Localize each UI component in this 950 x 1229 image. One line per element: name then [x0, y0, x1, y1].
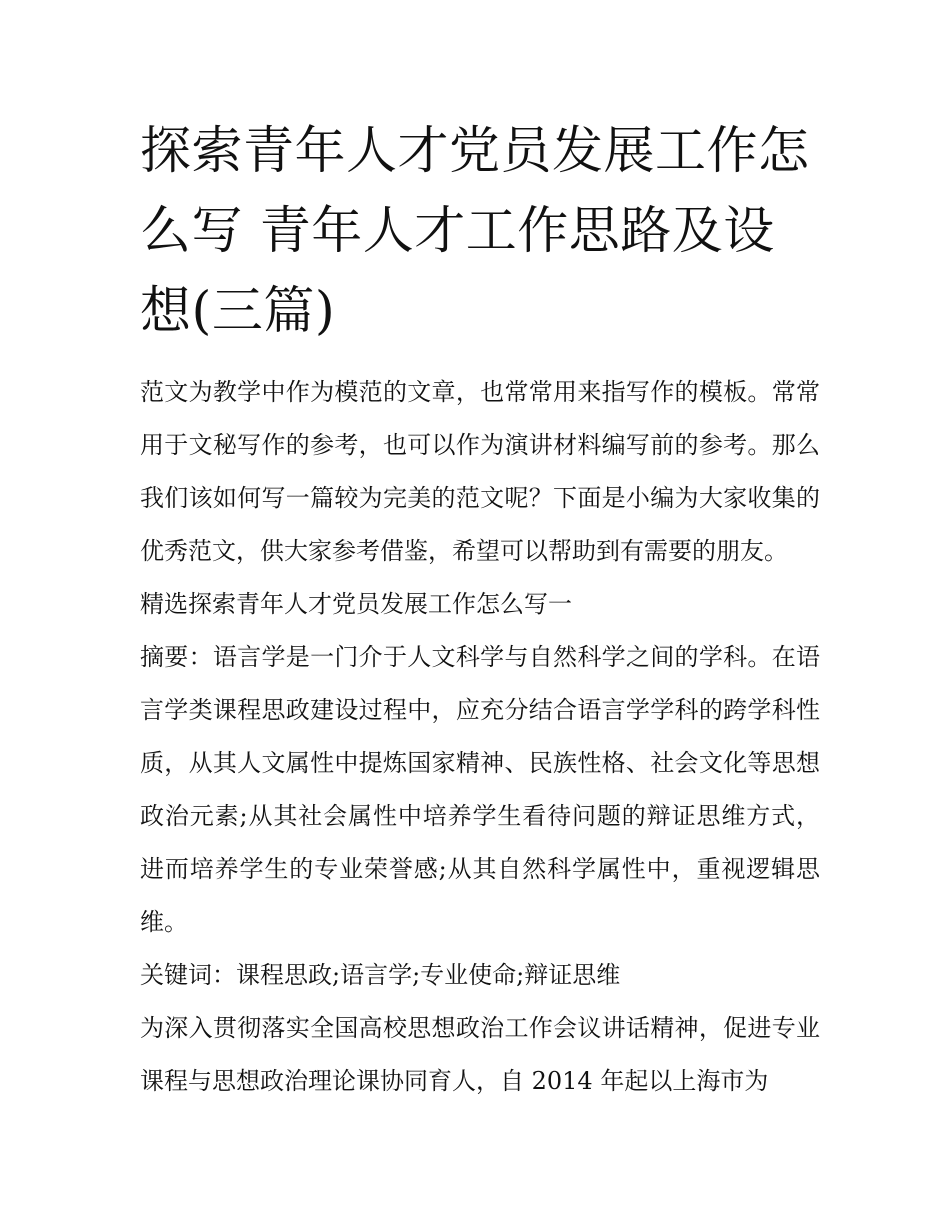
- body-paragraph: 为深入贯彻落实全国高校思想政治工作会议讲话精神，促进专业课程与思想政治理论课协同育人，自 2014 年起以上海市为: [140, 1014, 820, 1095]
- section-heading: 精选探索青年人才党员发展工作怎么写一: [140, 590, 572, 618]
- keywords-line: 关键词：课程思政;语言学;专业使命;辩证思维: [140, 961, 621, 989]
- abstract-paragraph: 摘要：语言学是一门介于人文科学与自然科学之间的学科。在语言学类课程思政建设过程中，应充分结合语言学学科的跨学科性质，从其人文属性中提炼国家精神、民族性格、社会文化等思想政治元素;从其社会属性中培养学生看待问题的辩证思维方式，进而培养学生的专业荣誉感;从其自然科学属性中，重视逻辑思维。: [140, 643, 820, 936]
- document-title: 探索青年人才党员发展工作怎么写 青年人才工作思路及设想(三篇): [140, 122, 810, 341]
- document-content: [140, 112, 820, 1108]
- intro-paragraph: 范文为教学中作为模范的文章，也常常用来指写作的模板。常常用于文秘写作的参考，也可以作为演讲材料编写前的参考。那么我们该如何写一篇较为完美的范文呢？下面是小编为大家收集的优秀范文，供大家参考借鉴，希望可以帮助到有需要的朋友。: [140, 378, 820, 565]
